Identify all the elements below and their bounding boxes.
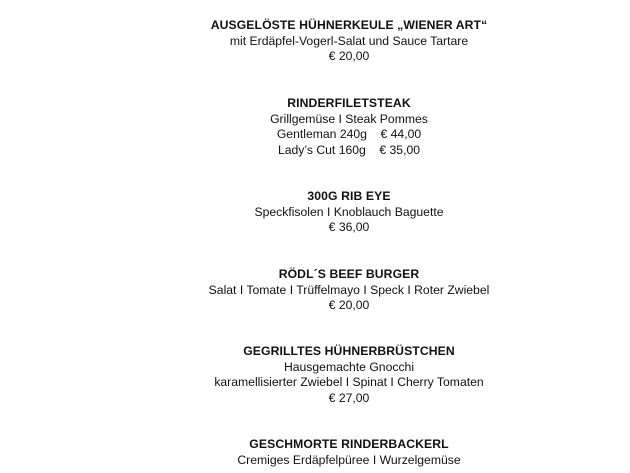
dish-title: RINDERFILETSTEAK	[287, 96, 411, 110]
dish-price-option: Gentleman 240g € 44,00	[276, 127, 422, 142]
dish-title: 300G RIB EYE	[307, 189, 391, 203]
dish-price: € 36,00	[328, 220, 370, 235]
dish-description: Hausgemachte Gnocchi	[283, 359, 415, 374]
menu-item	[0, 189, 630, 236]
dish-description: Cremiges Erdäpfelpüree I Wurzelgemüse	[237, 452, 461, 467]
dish-title: GEGRILLTES HÜHNERBRÜSTCHEN	[243, 344, 455, 358]
dish-price: € 20,00	[328, 49, 370, 64]
menu-item	[0, 344, 630, 406]
dish-title: AUSGELÖSTE HÜHNERKEULE „WIENER ART“	[210, 18, 488, 32]
dish-title: GESCHMORTE RINDERBACKERL	[249, 437, 449, 451]
menu-item	[0, 18, 630, 65]
dish-description: Grillgemüse I Steak Pommes	[270, 111, 428, 126]
dish-description: karamellisierter Zwiebel I Spinat I Cherry Tomaten	[214, 375, 484, 390]
dish-price: € 20,00	[328, 298, 370, 313]
dish-title: RÖDL´S BEEF BURGER	[278, 267, 420, 281]
dish-description: Salat I Tomate I Trüffelmayo I Speck I Roter Zwiebel	[208, 282, 490, 297]
menu-item	[0, 267, 630, 314]
dish-description: mit Erdäpfel-Vogerl-Salat und Sauce Tartare	[229, 33, 469, 48]
menu-item	[0, 437, 630, 468]
dish-price: € 27,00	[328, 390, 370, 405]
dish-description: Speckfisolen I Knoblauch Baguette	[254, 204, 444, 219]
menu-item	[0, 96, 630, 158]
dish-price-option: Lady’s Cut 160g € 35,00	[277, 142, 421, 157]
